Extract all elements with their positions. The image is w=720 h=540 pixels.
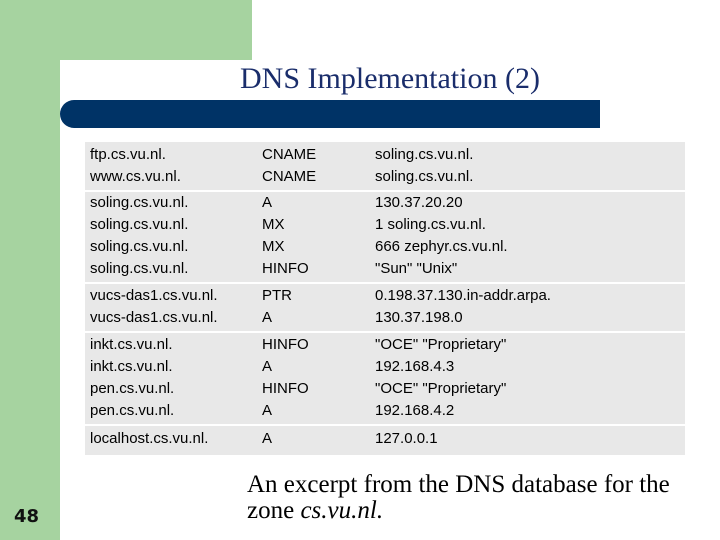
record-name: www.cs.vu.nl. <box>90 168 181 185</box>
caption-zone: cs.vu.nl. <box>300 497 384 524</box>
record-name: pen.cs.vu.nl. <box>90 380 175 397</box>
record-name: vucs-das1.cs.vu.nl. <box>90 287 218 304</box>
record-name: soling.cs.vu.nl. <box>90 194 189 211</box>
group-separator <box>85 331 685 333</box>
record-name: pen.cs.vu.nl. <box>90 402 175 419</box>
left-decor-band <box>0 0 60 540</box>
record-value: 130.37.20.20 <box>375 194 463 211</box>
record-type: A <box>262 194 273 211</box>
slide-title: DNS Implementation (2) <box>240 62 540 95</box>
caption <box>247 472 687 524</box>
dns-records-table <box>85 142 685 455</box>
record-value: "OCE" "Proprietary" <box>375 336 507 353</box>
record-value: 0.198.37.130.in-addr.arpa. <box>375 287 551 304</box>
group-separator <box>85 424 685 426</box>
record-name: ftp.cs.vu.nl. <box>90 146 166 163</box>
record-type: A <box>262 402 273 419</box>
record-value: 130.37.198.0 <box>375 309 463 326</box>
record-type: HINFO <box>262 380 309 397</box>
record-name: soling.cs.vu.nl. <box>90 238 189 255</box>
record-value: 1 soling.cs.vu.nl. <box>375 216 486 233</box>
slide-number: 48 <box>14 506 40 527</box>
record-value: 666 zephyr.cs.vu.nl. <box>375 238 508 255</box>
caption-text: An excerpt from the DNS database for the zone <box>247 471 670 524</box>
record-value: "OCE" "Proprietary" <box>375 380 507 397</box>
record-value: "Sun" "Unix" <box>375 260 458 277</box>
record-value: 192.168.4.2 <box>375 402 455 419</box>
record-name: soling.cs.vu.nl. <box>90 260 189 277</box>
record-name: inkt.cs.vu.nl. <box>90 336 173 353</box>
record-type: CNAME <box>262 146 317 163</box>
record-value: soling.cs.vu.nl. <box>375 168 474 185</box>
record-type: PTR <box>262 287 292 304</box>
record-type: HINFO <box>262 260 309 277</box>
record-name: soling.cs.vu.nl. <box>90 216 189 233</box>
record-value: 127.0.0.1 <box>375 430 438 447</box>
record-type: A <box>262 309 273 326</box>
top-decor-block <box>60 0 252 60</box>
record-name: localhost.cs.vu.nl. <box>90 430 209 447</box>
record-name: vucs-das1.cs.vu.nl. <box>90 309 218 326</box>
group-separator <box>85 282 685 284</box>
record-type: A <box>262 430 273 447</box>
record-type: MX <box>262 216 285 233</box>
record-type: CNAME <box>262 168 317 185</box>
record-type: HINFO <box>262 336 309 353</box>
title-bar <box>60 100 600 128</box>
record-type: MX <box>262 238 285 255</box>
record-type: A <box>262 358 273 375</box>
record-value: soling.cs.vu.nl. <box>375 146 474 163</box>
record-name: inkt.cs.vu.nl. <box>90 358 173 375</box>
record-value: 192.168.4.3 <box>375 358 455 375</box>
